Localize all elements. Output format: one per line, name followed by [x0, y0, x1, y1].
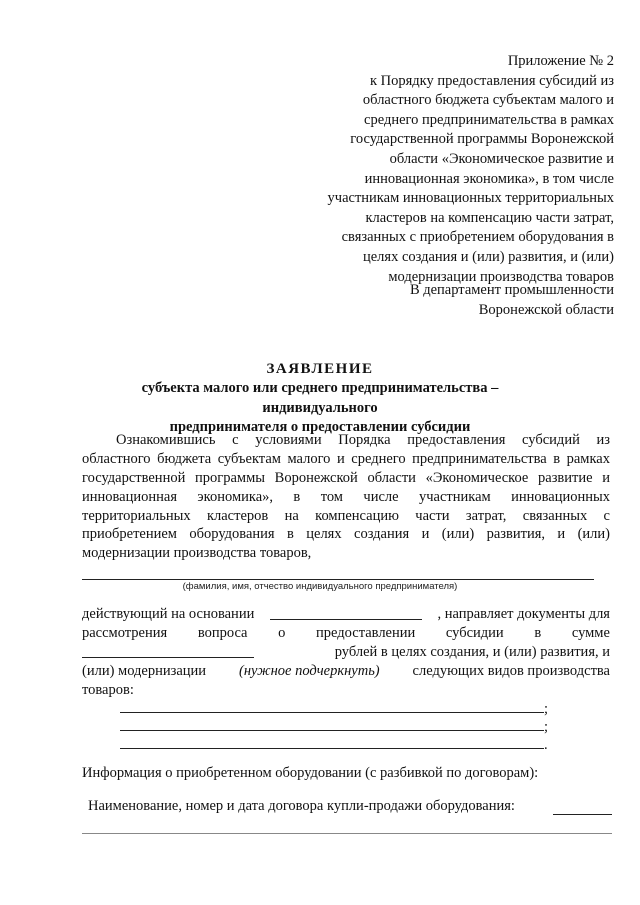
appendix-line: инновационная экономика», в том числе: [364, 170, 614, 187]
appendix-line: целях создания и (или) развития, и (или): [362, 248, 614, 265]
intro-line: Ознакомившись с условиями Порядка предоставления субсидий из: [116, 432, 610, 448]
goods-punct: .: [544, 737, 548, 753]
contract-label: Наименование, номер и дата договора купли-продажи оборудования:: [88, 798, 515, 814]
document-subtitle: [90, 379, 550, 438]
basis-line-3: [82, 643, 610, 662]
goods-entry-3: [120, 734, 548, 755]
intro-line: инновационная экономика», в том числе участникам инновационных: [82, 488, 610, 505]
appendix-line: кластеров на компенсацию части затрат,: [365, 209, 614, 226]
appendix-line: областного бюджета субъектам малого и: [362, 92, 614, 109]
basis-line-1: [82, 605, 610, 624]
goods-field[interactable]: [120, 716, 544, 731]
fio-field-line[interactable]: [82, 579, 594, 580]
document-title: ЗАЯВЛЕНИЕ: [266, 361, 374, 377]
basis-text: действующий на основании: [82, 606, 255, 622]
basis-text: следующих видов производства: [412, 663, 610, 679]
intro-line: государственной программы Воронежской области «Экономическое развитие и: [82, 469, 610, 486]
goods-punct: ;: [544, 701, 549, 717]
basis-word: сумме: [571, 625, 610, 641]
basis-text: рублей в целях создания, и (или) развития, и: [334, 644, 610, 660]
basis-line-5: товаров:: [82, 682, 134, 698]
appendix-line: модернизации производства товаров: [388, 268, 614, 285]
appendix-line: среднего предпринимательства в рамках: [364, 111, 614, 128]
basis-word: в: [534, 625, 542, 641]
fio-caption: (фамилия, имя, отчество индивидуального предпринимателя): [182, 581, 458, 592]
recipient-line-2: Воронежской области: [478, 301, 614, 318]
subtitle-line-1: субъекта малого или среднего предпринимательства – индивидуального: [141, 380, 499, 416]
contract-next-line[interactable]: [82, 833, 612, 834]
basis-line-2: [82, 624, 610, 643]
intro-paragraph: [82, 431, 610, 563]
goods-field[interactable]: [120, 734, 544, 749]
underline-hint: (нужное подчеркнуть): [238, 663, 380, 679]
intro-line: областного бюджета субъектам малого и среднего предпринимательства в рамках: [82, 450, 610, 467]
basis-word: рассмотрения: [82, 625, 168, 641]
goods-punct: ;: [544, 719, 549, 735]
recipient-block: [410, 281, 614, 320]
basis-text: , направляет документы для: [437, 606, 610, 622]
basis-field[interactable]: [270, 605, 422, 620]
basis-line-4: [82, 662, 610, 681]
subtitle-line-2: предпринимателя о предоставлении субсидии: [169, 419, 471, 435]
appendix-line: Приложение № 2: [507, 53, 614, 69]
appendix-line: к Порядку предоставления субсидий из: [369, 72, 614, 89]
basis-word: вопроса: [197, 625, 248, 641]
basis-word: субсидии: [445, 625, 504, 641]
appendix-line: участникам инновационных территориальных: [327, 190, 614, 207]
recipient-line-1: В департамент промышленности: [409, 282, 614, 298]
contract-field-line[interactable]: [553, 814, 612, 815]
intro-line: приобретением оборудования в целях создания и (или) развития, и (или): [82, 526, 610, 543]
basis-text: (или) модернизации: [82, 663, 207, 679]
basis-word: о: [278, 625, 286, 641]
basis-word: предоставлении: [316, 625, 416, 641]
intro-line: территориальных кластеров на компенсацию части затрат, связанных с: [82, 507, 610, 524]
intro-line: модернизации производства товаров,: [82, 545, 312, 562]
amount-field[interactable]: [82, 643, 254, 658]
equipment-info-heading: Информация о приобретенном оборудовании (с разбивкой по договорам):: [82, 765, 539, 781]
appendix-line: области «Экономическое развитие и: [389, 150, 614, 167]
goods-field[interactable]: [120, 698, 544, 713]
appendix-header: [304, 52, 614, 287]
appendix-line: государственной программы Воронежской: [350, 131, 614, 148]
appendix-line: связанных с приобретением оборудования в: [341, 229, 614, 246]
